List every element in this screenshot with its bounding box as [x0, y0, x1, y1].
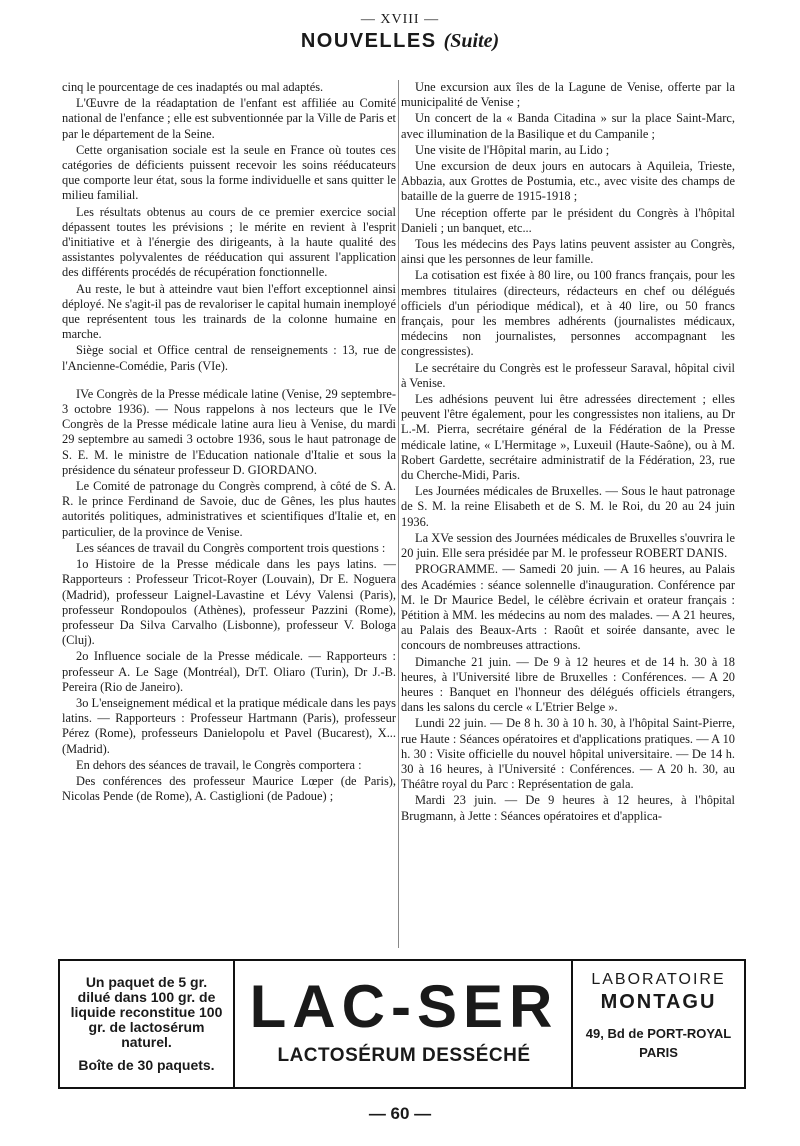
column-divider: [398, 80, 399, 948]
paragraph: En dehors des séances de travail, le Congrès comportera :: [76, 757, 362, 772]
title-main: NOUVELLES: [300, 30, 437, 52]
paragraph: Siège social et Office central de renseignements : 13, rue de l'Ancienne-Comédie, Paris (VIe).: [62, 343, 396, 373]
title-suffix: (Suite): [443, 30, 500, 52]
left-column: [62, 80, 396, 948]
ad-lab-city: PARIS: [639, 1045, 678, 1060]
paragraph: Cette organisation sociale est la seule en France où toutes ces catégories de déficients puissent recevoir les soins rééducateurs que comporte leur état, sous la forme individuelle et sans quitter le milieu familial.: [62, 142, 396, 203]
ad-left-box-count: Boîte de 30 paquets.: [78, 1057, 215, 1073]
ad-lab-line2: MONTAGU: [600, 991, 717, 1013]
ad-lab-address: 49, Bd de PORT-ROYAL: [585, 1026, 732, 1041]
paragraph-bruxelles-heading: Les Journées médicales de Bruxelles. — Sous le haut patronage de S. M. la reine Elisabeth et de S. M. le Roi, du 20 au 24 juin 1936.: [401, 484, 735, 529]
paragraph: La cotisation est fixée à 80 lire, ou 100 francs français, pour les membres titulaires (directeurs, rédacteurs en chef ou délégués officiels d'un périodique médical), et à 40 lire, ou 50 francs français, pour les membres adhérents (journalistes médicaux, médecins non journalistes, personnes accompagnant les congressistes).: [401, 268, 735, 359]
right-column: [401, 80, 735, 948]
paragraph: Un concert de la « Banda Citadina » sur la place Saint-Marc, avec illumination de la Basilique et du Campanile ;: [401, 111, 735, 141]
ad-laboratory-panel: [571, 961, 744, 1087]
paragraph: PROGRAMME. — Samedi 20 juin. — A 16 heures, au Palais des Académies : séance solennelle d'inauguration. Conférence par M. le Dr Maurice Bedel, le célèbre écrivain et orateur français : Pétition à MM. les médecins au nom des malades. — A 21 heures, au Palais des Beaux-Arts : Raoût et soirée dansante, avec le concours de nombreuses attractions.: [401, 562, 735, 653]
page-number: — 60 —: [368, 1104, 432, 1123]
paragraph: 2o Influence sociale de la Presse médicale. — Rapporteurs : professeur A. Le Sage (Montréal), DrT. Oliaro (Turin), Dr J.-B. Pereira (Rio de Janeiro).: [62, 649, 396, 694]
page-title: [0, 30, 800, 53]
paragraph: Une excursion aux îles de la Lagune de Venise, offerte par la municipalité de Venise ;: [401, 80, 735, 110]
paragraph: 1o Histoire de la Presse médicale dans les pays latins. — Rapporteurs : Professeur Tricot-Royer (Louvain), Dr E. Noguera (Madrid), professeur Laignel-Lavastine et Lévy Valensi (Paris), professeur Rondopoulos (Athènes), professeur Pazzini (Rome), professeur Da Silva Carvalho (Lisbonne), professeur V. Bologa (Cluj).: [62, 557, 396, 648]
paragraph: Les séances de travail du Congrès comportent trois questions :: [76, 540, 386, 555]
paragraph: Au reste, le but à atteindre vaut bien l'effort exceptionnel ainsi déployé. Ne s'agit-il pas de revaloriser le capital humain inemployé que représentent tous les trainards de la colonne humaine en marche.: [62, 281, 396, 342]
paragraph: Le Comité de patronage du Congrès comprend, à côté de S. A. R. le prince Ferdinand de Savoie, duc de Gênes, les plus hautes autorités politiques, administratives et scientifiques d'Italie et, en particulier, de la province de Venise.: [62, 479, 396, 539]
advertisement-box: [58, 959, 746, 1089]
ad-brand-logo: LAC-SER: [249, 973, 559, 1040]
ad-left-text: Un paquet de 5 gr. dilué dans 100 gr. de liquide reconstitue 100 gr. de lactosérum naturel.: [70, 974, 223, 1050]
paragraph: Les adhésions peuvent lui être adressées directement ; elles peuvent l'être également, pour les congressistes non italiens, au Dr L.-M. Pierra, secrétaire général de la Fédération de la Presse médicale latine, « L'Hermitage », Luxeuil (Haute-Saône), ou à M. Robert Gardette, secrétaire administratif de la Fédération, 23, rue du Cherche-Midi, Paris.: [401, 392, 735, 483]
paragraph: Le secrétaire du Congrès est le professeur Saraval, hôpital civil à Venise.: [401, 360, 735, 390]
paragraph: Dimanche 21 juin. — De 9 à 12 heures et de 14 h. 30 à 18 heures, à l'Université libre de Bruxelles : Conférences. — A 20 heures : Banquet en l'honneur des délégués officiels étrangers, dans les salons du cercle « L'Etrier Belge ».: [401, 654, 735, 715]
page-roman-number: — XVIII —: [360, 12, 440, 27]
paragraph: Des conférences des professeur Maurice Lœper (de Paris), Nicolas Pende (de Rome), A. Castiglioni (de Padoue) ;: [62, 773, 396, 804]
paragraph: L'Œuvre de la réadaptation de l'enfant est affiliée au Comité national de l'enfance ; elle est subventionnée par la Ville de Paris et par le département de la Seine.: [62, 96, 396, 141]
ad-product-description: [60, 961, 235, 1087]
paragraph: Une visite de l'Hôpital marin, au Lido ;: [415, 142, 610, 157]
paragraph: La XVe session des Journées médicales de Bruxelles s'ouvrira le 20 juin. Elle sera présidée par M. le professeur ROBERT DANIS.: [401, 530, 735, 561]
paragraph: Une excursion de deux jours en autocars à Aquileia, Trieste, Abbazia, aux Grottes de Postumia, etc., avec visite des champs de bataille de la guerre de 1915-1918 ;: [401, 159, 735, 204]
paragraph: cinq le pourcentage de ces inadaptés ou mal adaptés.: [62, 80, 324, 94]
ad-brand-subtitle: LACTOSÉRUM DESSÉCHÉ: [277, 1045, 531, 1066]
paragraph-congress-heading: IVe Congrès de la Presse médicale latine (Venise, 29 septembre-3 octobre 1936). — Nous rappelons à nos lecteurs que le IVe Congrès de la Presse médicale latine aura lieu à Venise, du mardi 29 septembre au samedi 3 octobre 1936, sous le haut patronage de S. E. M. le ministre de l'Education nationale d'Italie et sous la présidence du sénateur professeur D. GIORDANO.: [62, 386, 396, 477]
paragraph: 3o L'enseignement médical et la pratique médicale dans les pays latins. — Rapporteurs : Professeur Hartmann (Paris), professeur Pérez (Rome), professeurs Danielopolu et Pavel (Bucarest), X... (Madrid).: [62, 695, 396, 756]
ad-lab-line1: LABORATOIRE: [591, 971, 726, 988]
paragraph: Mardi 23 juin. — De 9 heures à 12 heures, à l'hôpital Brugmann, à Jette : Séances opératoires et d'applica-: [401, 793, 735, 823]
paragraph: Les résultats obtenus au cours de ce premier exercice social dépassent toutes les prévisions ; le mérite en revient à l'esprit d'initiative et à l'énergie des dirigeants, à la haute qualité des assistantes polyvalentes de rééducation qui assurent l'application des différents procédés de récupération fonctionnelle.: [62, 204, 396, 280]
paragraph: Lundi 22 juin. — De 8 h. 30 à 10 h. 30, à l'hôpital Saint-Pierre, rue Haute : Séances opératoires et d'applications pratiques. — A 10 h. 30 : Visite officielle du nouvel hôpital universitaire. — De 14 h. 30 à 16 heures, à l'Université : Conférences. — A 20 h. 30, au Théâtre royal du Parc : Représentation de gala.: [401, 716, 735, 792]
ad-brand-panel: [237, 961, 571, 1087]
paragraph: Une réception offerte par le président du Congrès à l'hôpital Danieli ; un banquet, etc...: [401, 205, 735, 235]
paragraph: Tous les médecins des Pays latins peuvent assister au Congrès, ainsi que les personnes de leur famille.: [401, 237, 735, 267]
